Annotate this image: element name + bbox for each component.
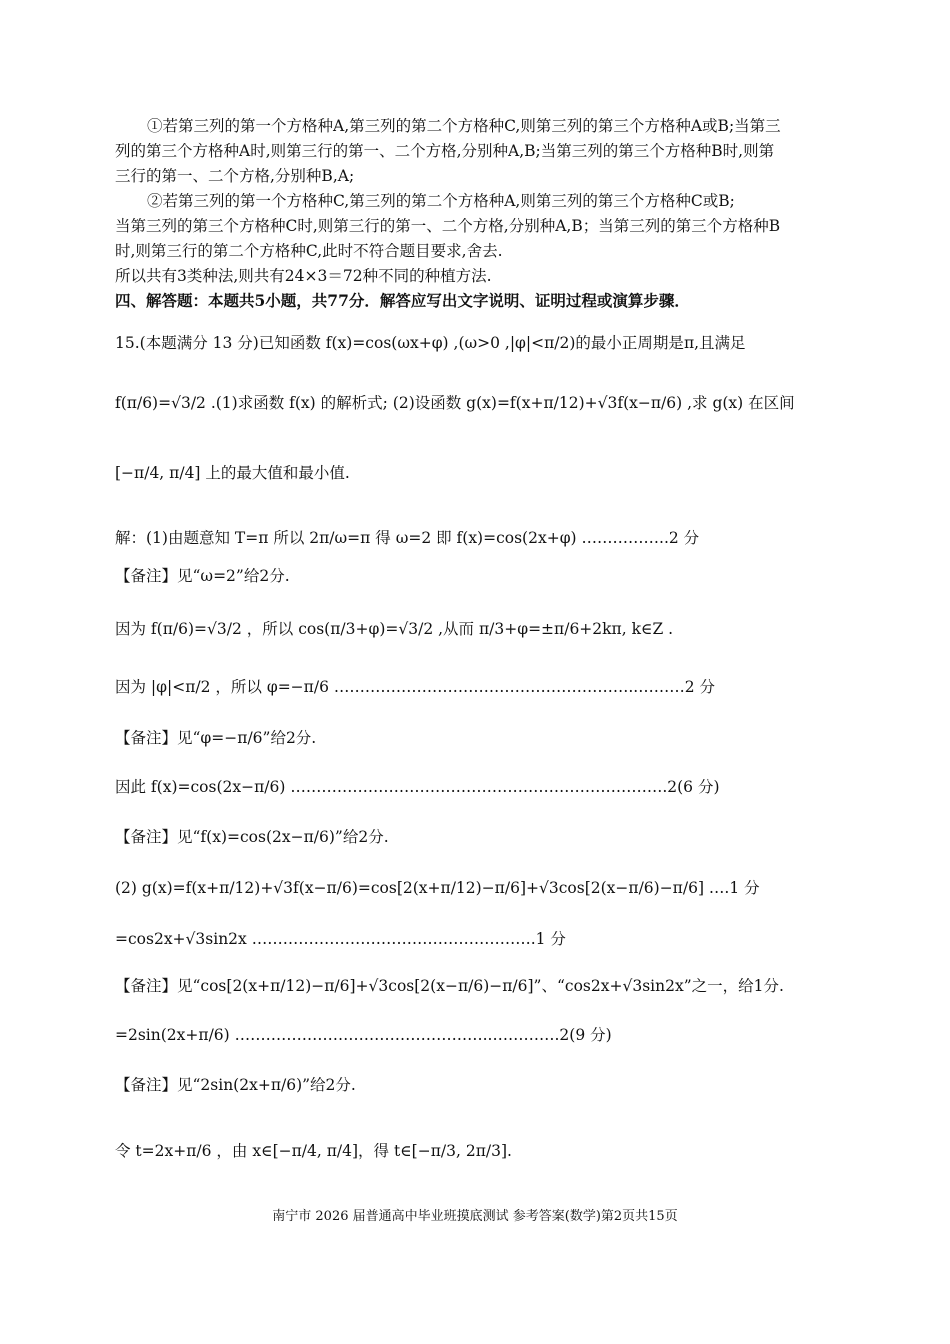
text-line: 当第三列的第三个方格种C时,则第三行的第一、二个方格,分别种A,B；当第三列的第三个方格种B bbox=[115, 217, 781, 235]
problem-statement: f(π/6)=√3/2 .(1)求函数 f(x) 的解析式; (2)设函数 g(x)=f(x+π/12)+√3f(x−π/6) ,求 g(x) 在区间 bbox=[115, 394, 795, 412]
problem-statement: [−π/4, π/4] 上的最大值和最小值. bbox=[115, 464, 350, 482]
section-heading: 四、解答题：本题共5小题，共77分．解答应写出文字说明、证明过程或演算步骤． bbox=[115, 291, 690, 310]
page-footer: 南宁市 2026 届普通高中毕业班摸底测试 参考答案(数学)第2页共15页 bbox=[272, 1209, 678, 1224]
solution-line: (2) g(x)=f(x+π/12)+√3f(x−π/6)=cos[2(x+π/12)−π/6]+√3cos[2(x−π/6)−π/6] ….1 分 bbox=[115, 879, 760, 897]
solution-line: 令 t=2x+π/6 ，由 x∈[−π/4, π/4]，得 t∈[−π/3, 2π/3]. bbox=[115, 1142, 512, 1160]
text-line: 三行的第一、二个方格,分别种B,A; bbox=[115, 167, 355, 185]
solution-line: 因为 f(π/6)=√3/2 ，所以 cos(π/3+φ)=√3/2 ,从而 π/3+φ=±π/6+2kπ, k∈Z . bbox=[115, 620, 674, 638]
remark-line: 【备注】见“f(x)=cos(2x−π/6)”给2分. bbox=[115, 828, 389, 846]
text-line: ②若第三列的第一个方格种C,第三列的第二个方格种A,则第三列的第三个方格种C或B; bbox=[147, 192, 735, 210]
solution-line: 因此 f(x)=cos(2x−π/6) ……………………………………………………………….2(6 分) bbox=[115, 778, 720, 796]
problem-statement: 15.(本题满分 13 分)已知函数 f(x)=cos(ωx+φ) ,(ω>0 ,|φ|<π/2)的最小正周期是π,且满足 bbox=[115, 334, 746, 352]
remark-line: 【备注】见“cos[2(x+π/12)−π/6]+√3cos[2(x−π/6)−π/6]”、“cos2x+√3sin2x”之一，给1分. bbox=[115, 977, 784, 995]
remark-line: 【备注】见“φ=−π/6”给2分. bbox=[115, 729, 317, 747]
text-line: 时,则第三行的第二个方格种C,此时不符合题目要求,舍去. bbox=[115, 242, 503, 260]
text-line: ①若第三列的第一个方格种A,第三列的第二个方格种C,则第三列的第三个方格种A或B;当第三 bbox=[147, 117, 781, 135]
solution-line: 解：(1)由题意知 T=π 所以 2π/ω=π 得 ω=2 即 f(x)=cos(2x+φ) ……………..2 分 bbox=[115, 529, 700, 547]
remark-line: 【备注】见“2sin(2x+π/6)”给2分. bbox=[115, 1076, 356, 1094]
solution-line: 因为 |φ|<π/2 ，所以 φ=−π/6 …………………………………………………..………2 分 bbox=[115, 678, 716, 696]
text-line: 所以共有3类种法,则共有24×3＝72种不同的种植方法. bbox=[115, 267, 492, 285]
text-line: 列的第三个方格种A时,则第三行的第一、二个方格,分别种A,B;当第三列的第三个方格种B时,则第 bbox=[115, 142, 775, 160]
solution-line: =cos2x+√3sin2x ……………………………………………….1 分 bbox=[115, 930, 566, 948]
remark-line: 【备注】见“ω=2”给2分. bbox=[115, 567, 290, 585]
solution-line: =2sin(2x+π/6) …………………………………………..………….2(9 分) bbox=[115, 1026, 612, 1044]
